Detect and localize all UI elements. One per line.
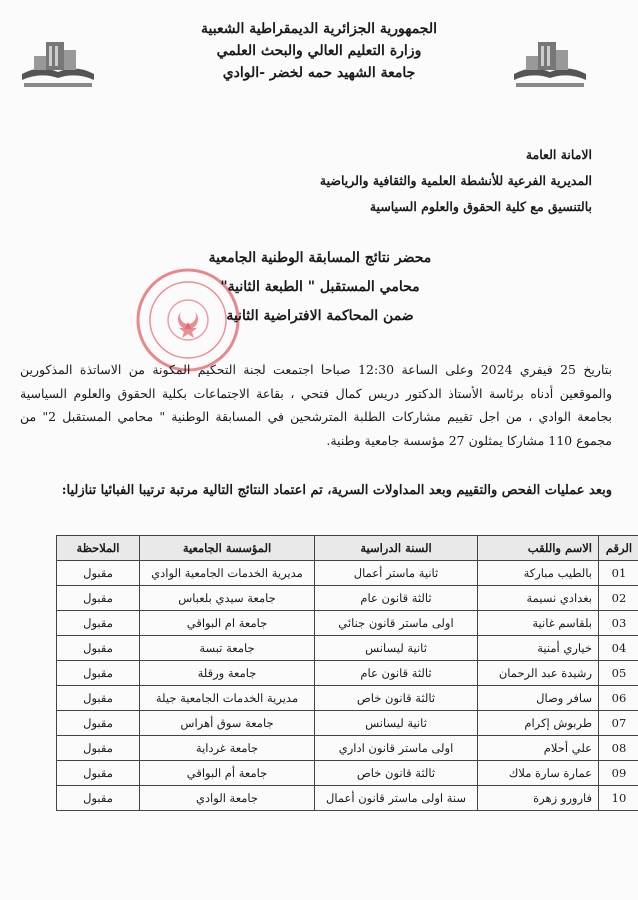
results-table [56,535,638,811]
table-row [57,636,638,661]
table-row [57,786,638,811]
row-number: 04 [599,636,638,661]
row-year: ثانية ليسانس [315,711,478,736]
table-row [57,711,638,736]
row-institution: جامعة سوق أهراس [140,711,315,736]
republic-name: الجمهورية الجزائرية الديمقراطية الشعبية [200,21,437,37]
table-row [57,686,638,711]
row-name: رشيدة عبد الرحمان [478,661,599,686]
row-note: مقبول [57,586,140,611]
administration-block [72,142,592,220]
row-number: 08 [599,736,638,761]
official-header [0,18,638,84]
row-year: ثالثة قانون خاص [315,686,478,711]
row-institution: جامعة تبسة [140,636,315,661]
row-name: عمارة سارة ملاك [478,761,599,786]
row-institution: جامعة غرداية [140,736,315,761]
table-row [57,586,638,611]
row-institution: جامعة سيدي بلعباس [140,586,315,611]
table-row [57,761,638,786]
title-line-2: محامي المستقبل " الطبعة الثانية" [220,279,420,295]
row-note: مقبول [57,761,140,786]
row-year: ثالثة قانون خاص [315,761,478,786]
document-titles [180,244,460,331]
row-institution: جامعة أم البواقي [140,761,315,786]
row-year: اولى ماستر قانون اداري [315,736,478,761]
row-number: 09 [599,761,638,786]
title-line-1: محضر نتائج المسابقة الوطنية الجامعية [208,250,432,266]
row-note: مقبول [57,636,140,661]
row-year: ثانية ماستر أعمال [315,561,478,586]
row-institution: مديرية الخدمات الجامعية الوادي [140,561,315,586]
general-secretariat: الامانة العامة [525,147,592,162]
row-number: 06 [599,686,638,711]
row-note: مقبول [57,786,140,811]
row-institution: جامعة ام البواقي [140,611,315,636]
row-name: بلقاسم غانية [478,611,599,636]
table-row [57,736,638,761]
row-number: 03 [599,611,638,636]
row-name: بغدادي نسيمة [478,586,599,611]
row-name: سافر وصال [478,686,599,711]
header-number: الرقم [599,536,638,561]
table-row [57,611,638,636]
row-number: 01 [599,561,638,586]
row-number: 02 [599,586,638,611]
row-name: علي أحلام [478,736,599,761]
ministry-name: وزارة التعليم العالي والبحث العلمي [216,43,422,59]
header-institution: المؤسسة الجامعية [140,536,315,561]
row-number: 10 [599,786,638,811]
title-line-3: ضمن المحاكمة الافتراضية الثانية [226,308,414,324]
row-note: مقبول [57,736,140,761]
row-note: مقبول [57,686,140,711]
row-year: ثانية ليسانس [315,636,478,661]
row-name: طربوش إكرام [478,711,599,736]
header-note: الملاحظة [57,536,140,561]
header-year: السنة الدراسية [315,536,478,561]
row-year: ثالثة قانون عام [315,586,478,611]
row-institution: جامعة ورقلة [140,661,315,686]
row-note: مقبول [57,561,140,586]
results-intro [20,478,612,503]
row-year: سنة اولى ماستر قانون أعمال [315,786,478,811]
row-note: مقبول [57,661,140,686]
row-number: 07 [599,711,638,736]
table-row [57,661,638,686]
row-name: خياري أمنية [478,636,599,661]
row-institution: جامعة الوادي [140,786,315,811]
row-note: مقبول [57,611,140,636]
paragraph-2: وبعد عمليات الفحص والتقييم وبعد المداولات السرية، تم اعتماد النتائج التالية مرتبة ترتيبا الفبائيا تنازليا: [61,483,612,498]
table-row [57,561,638,586]
row-year: ثالثة قانون عام [315,661,478,686]
sub-directorate: المديرية الفرعية للأنشطة العلمية والثقافية والرياضية [319,173,592,188]
university-name: جامعة الشهيد حمه لخضر -الوادي [222,65,416,81]
table-header-row [57,536,638,561]
row-year: اولى ماستر قانون جنائي [315,611,478,636]
coordination-note: بالتنسيق مع كلية الحقوق والعلوم السياسية [369,199,592,214]
minutes-paragraph [20,358,612,452]
row-name: بالطيب مباركة [478,561,599,586]
row-number: 05 [599,661,638,686]
row-name: فارورو زهرة [478,786,599,811]
header-name: الاسم واللقب [478,536,599,561]
row-note: مقبول [57,711,140,736]
row-institution: مديرية الخدمات الجامعية جيلة [140,686,315,711]
paragraph-1: بتاريخ 25 فيفري 2024 وعلى الساعة 12:30 صباحا اجتمعت لجنة التحكيم المكونة من الاساتذة المذكورين والموقعين أدناه برئاسة الأستاذ الدكتور دريس كمال فتحي ، بقاعة الاجتماعات بكلية الحقوق والعلوم السياسية بجامعة الوادي ، من اجل تقييم مشاركات الطلبة المترشحين في المسابقة الوطنية " محامي المستقبل 2" من مجموع 110 مشاركا يمثلون 27 مؤسسة جامعية وطنية. [20,362,613,448]
